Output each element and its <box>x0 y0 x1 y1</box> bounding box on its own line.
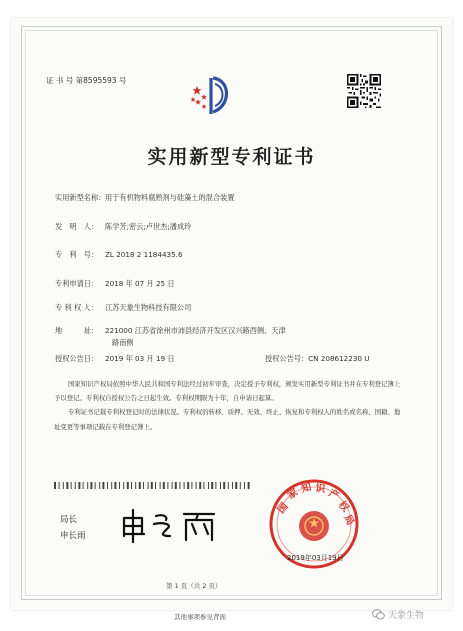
svg-text:产: 产 <box>326 487 341 503</box>
page-indicator: 第 1 页（共 2 页） <box>166 582 222 590</box>
field-value: 陈学芳;密云;卢世杰;潘成玲 <box>105 222 192 231</box>
field-label: 专 利 权 人： <box>55 303 98 312</box>
field-label: 地 址： <box>55 326 99 335</box>
seal-date: 2019年03月19日 <box>287 554 344 562</box>
certificate-number: 证 书 号 第8595593 号 <box>46 76 127 85</box>
field-patent-number <box>55 250 183 260</box>
field-application-date <box>55 279 175 289</box>
body-paragraph: 国家知识产权局依照中华人民共和国专利法经过初步审查，决定授予专利权，颁发实用新型专利证书并在专利登记簿上予以登记。专利权自授权公告之日起生效。专利权期限为十年，自申请日起算。 <box>54 380 401 403</box>
field-utility-model-name <box>55 193 234 203</box>
field-value: 221000 江苏省徐州市沛县经济开发区汉兴路西侧、天津 <box>105 326 286 335</box>
body-paragraph: 专利证书记载专利权登记时的法律状况。专利权的转移、质押、无效、终止、恢复和专利权人的姓名或名称、国籍、地址变更等事项记载在专利登记簿上。 <box>54 408 401 431</box>
field-label: 专利申请日： <box>55 279 99 288</box>
director-title: 局长 <box>60 515 78 525</box>
watermark-text: 天象生物 <box>388 610 425 621</box>
field-address-line2: 路南侧 <box>112 338 134 347</box>
qr-code-icon <box>347 74 381 108</box>
chat-bubble-icon <box>372 609 385 620</box>
field-value: ZL 2018 2 1184435.6 <box>105 250 183 259</box>
field-value: 2019 年 03 月 19 日 <box>105 354 175 363</box>
director-signature <box>118 506 228 544</box>
svg-text:国: 国 <box>275 501 291 516</box>
field-label: 发 明 人： <box>55 222 99 231</box>
patent-office-logo-icon <box>189 72 237 120</box>
svg-text:局: 局 <box>341 513 356 528</box>
certificate-body <box>54 377 406 434</box>
svg-text:权: 权 <box>335 499 351 515</box>
field-value: 2018 年 07 月 25 日 <box>105 279 175 288</box>
field-label: 专 利 号： <box>55 250 99 259</box>
field-label: 实用新型名称： <box>55 193 106 202</box>
field-value: 江苏天象生物科技有限公司 <box>105 303 192 312</box>
footer-note: 其他事项参见背面 <box>174 613 226 621</box>
certificate-title: 实用新型专利证书 <box>147 146 316 168</box>
field-label: 授权公告日： <box>55 354 99 363</box>
field-value: 用于有机物料腐熟剂与硅藻土的混合装置 <box>105 193 235 202</box>
director-name: 申长雨 <box>60 531 86 541</box>
svg-text:知: 知 <box>300 482 313 495</box>
svg-text:家: 家 <box>285 486 301 502</box>
watermark <box>372 607 424 621</box>
field-address <box>55 326 286 336</box>
barcode-icon <box>54 482 250 489</box>
field-inventors <box>55 222 191 232</box>
field-grant-date <box>55 354 370 364</box>
field-patentee <box>55 303 191 313</box>
grant-publication-number: 授权公告号：CN 208612230 U <box>265 354 370 363</box>
svg-text:识: 识 <box>314 483 327 496</box>
